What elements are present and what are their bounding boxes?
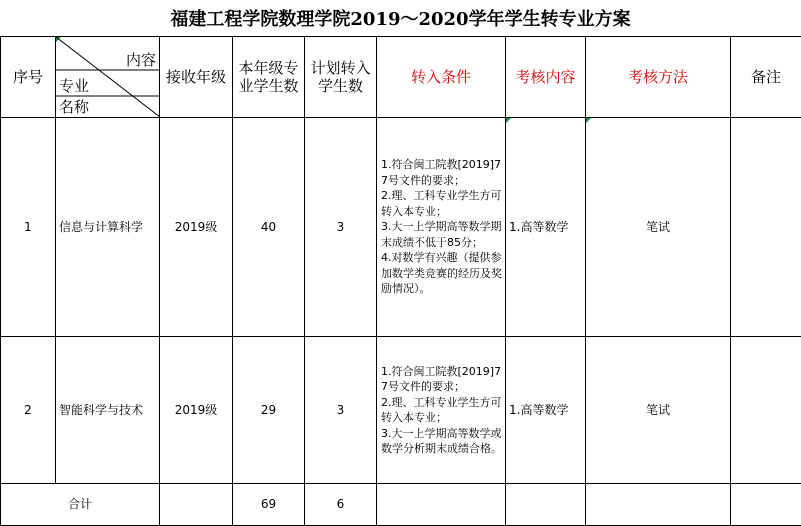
cell-exam-method[interactable]: 笔试 (586, 337, 731, 484)
header-diag-major: 专业 (59, 77, 89, 95)
total-row (1, 484, 801, 526)
header-conditions[interactable]: 转入条件 (377, 37, 506, 118)
total-conditions[interactable] (377, 484, 506, 526)
total-exam-content[interactable] (506, 484, 586, 526)
cell-exam-content[interactable]: 1.高等数学 (506, 337, 586, 484)
table-row (1, 118, 801, 337)
cell-major[interactable]: 信息与计算科学 (56, 118, 160, 337)
header-diag-content: 内容 (126, 51, 156, 69)
total-label[interactable]: 合计 (1, 484, 160, 526)
header-grade[interactable]: 接收年级 (160, 37, 233, 118)
total-exam-method[interactable] (586, 484, 731, 526)
table-row (1, 337, 801, 484)
transfer-plan-table (0, 36, 801, 526)
total-grade[interactable] (160, 484, 233, 526)
cell-remarks[interactable] (731, 118, 801, 337)
cell-planned[interactable]: 3 (305, 337, 377, 484)
header-remarks[interactable]: 备注 (731, 37, 801, 118)
cell-seq[interactable]: 2 (1, 337, 56, 484)
header-diagonal-cell[interactable] (56, 37, 160, 118)
cell-major[interactable]: 智能科学与技术 (56, 337, 160, 484)
cell-students[interactable]: 40 (233, 118, 305, 337)
page-title: 福建工程学院数理学院2019～2020学年学生转专业方案 (0, 0, 801, 36)
cell-grade[interactable]: 2019级 (160, 118, 233, 337)
header-planned-transfer[interactable]: 计划转入学生数 (305, 37, 377, 118)
cell-students[interactable]: 29 (233, 337, 305, 484)
cell-exam-method[interactable]: 笔试 (586, 118, 731, 337)
cell-remarks[interactable] (731, 337, 801, 484)
cell-planned[interactable]: 3 (305, 118, 377, 337)
total-planned[interactable]: 6 (305, 484, 377, 526)
cell-exam-content[interactable]: 1.高等数学 (506, 118, 586, 337)
cell-grade[interactable]: 2019级 (160, 337, 233, 484)
header-exam-content[interactable]: 考核内容 (506, 37, 586, 118)
total-remarks[interactable] (731, 484, 801, 526)
header-row (1, 37, 801, 118)
header-current-students[interactable]: 本年级专业学生数 (233, 37, 305, 118)
header-seq[interactable]: 序号 (1, 37, 56, 118)
cell-seq[interactable]: 1 (1, 118, 56, 337)
header-exam-method[interactable]: 考核方法 (586, 37, 731, 118)
total-students[interactable]: 69 (233, 484, 305, 526)
cell-conditions[interactable]: 1.符合闽工院教[2019]77号文件的要求； 2.理、工科专业学生方可转入本专业； 3.大一上学期高等数学期末成绩不低于85分； 4.对数学有兴趣（提供参加数学类竞赛的经历及奖励情况）。 (377, 118, 506, 337)
header-diag-name: 名称 (59, 98, 89, 116)
cell-conditions[interactable]: 1.符合闽工院教[2019]77号文件的要求； 2.理、工科专业学生方可转入本专业； 3.大一上学期高等数学或数学分析期末成绩合格。 (377, 337, 506, 484)
